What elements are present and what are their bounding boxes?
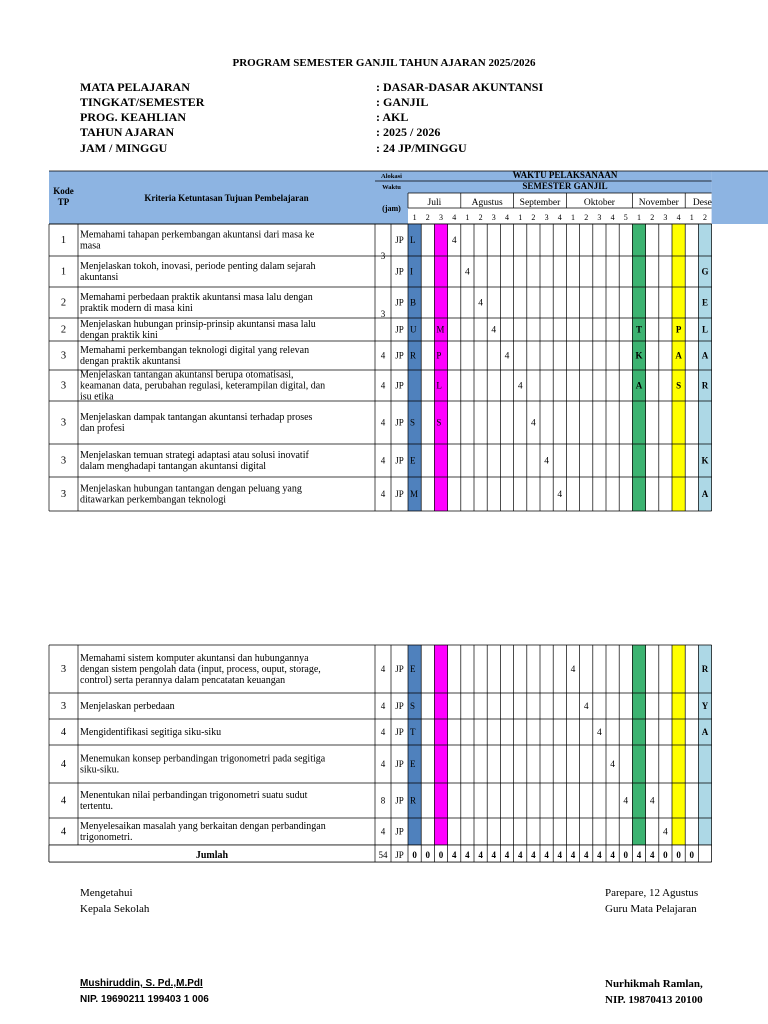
row-jp: JP [395, 826, 404, 837]
libur-letter: M [410, 489, 419, 499]
galar-letter: K [701, 455, 709, 466]
row-criteria-text: control) serta perannya dalam pencatatan keuangan [80, 675, 286, 686]
row-criteria-text: Menjelaskan dampak tantangan akuntansi terhadap proses [80, 412, 313, 423]
meta-value-mapel: : DASAR-DASAR AKUNTANSI [376, 80, 544, 94]
week-label: 2 [703, 213, 707, 222]
row-criteria-text: Menentukan nilai perbandingan trigonometri suatu sudut [80, 790, 308, 801]
row-jp: JP [395, 701, 404, 711]
row-alokasi: 4 [380, 489, 386, 499]
row-criteria-text: Memahami perkembangan teknologi digital yang relevan [80, 345, 310, 356]
header-tp: TP [57, 197, 70, 207]
row-criteria-text: dengan praktik akuntansi [80, 356, 181, 367]
row-kode: 3 [60, 350, 67, 362]
galar-letter: A [701, 350, 709, 361]
jumlah-week-value: 4 [544, 850, 549, 860]
row-alokasi: 4 [380, 350, 386, 361]
month-label: September [519, 198, 561, 208]
row-criteria-text: keamanan data, perubahan regulasi, keterampilan digital, dan [80, 380, 326, 392]
row-week-value: 4 [663, 827, 668, 838]
week-label: 1 [571, 213, 575, 222]
row-jp: JP [395, 664, 404, 674]
row-kode: 3 [60, 380, 67, 392]
row-jp: JP [395, 727, 404, 737]
week-label: 2 [584, 213, 589, 222]
header-waktu-pelaksanaan: WAKTU PELAKSANAAN [512, 170, 618, 180]
row-jp: JP [395, 235, 404, 245]
row-criteria-text: dengan sistem pengolah data (input, process, ouput, storage, [80, 664, 321, 675]
row-criteria-text: Menjelaskan tokoh, inovasi, periode penting dalam sejarah [80, 261, 316, 272]
libur-letter: E [410, 759, 416, 769]
tka-letter: T [635, 324, 643, 335]
jumlah-alokasi: 54 [378, 850, 388, 860]
row-jp: JP [395, 266, 404, 277]
month-label: Dese [692, 198, 712, 208]
meta-value-tahun: : 2025 / 2026 [376, 125, 441, 139]
libur-letter: R [410, 350, 417, 361]
row-week-value: 4 [531, 418, 536, 429]
week-label: 2 [650, 213, 655, 222]
meta-value-tingkat: : GANJIL [376, 95, 429, 109]
jumlah-week-value: 4 [636, 850, 642, 860]
row-week-value: 4 [491, 325, 497, 336]
row-week-value: 4 [465, 267, 470, 278]
row-alokasi: 4 [380, 727, 386, 737]
row-criteria-text: Menjelaskan hubungan prinsip-prinsip akuntansi masa lalu [80, 319, 316, 330]
week-label: 2 [425, 213, 430, 222]
week-label: 4 [557, 213, 562, 222]
jumlah-week-value: 4 [465, 850, 470, 860]
row-criteria-text: akuntansi [80, 272, 119, 283]
meta-label-tingkat: TINGKAT/SEMESTER [80, 95, 205, 109]
jumlah-jp: JP [395, 850, 404, 860]
row-kode: 2 [60, 324, 67, 336]
galar-letter: A [701, 489, 709, 499]
jumlah-week-value: 4 [610, 850, 615, 860]
row-kode: 1 [60, 266, 67, 278]
header-jam: (jam) [382, 204, 401, 213]
galar-letter: L [701, 324, 709, 335]
sig-left-line1: Mengetahui [80, 887, 133, 899]
row-week-value: 4 [610, 760, 615, 770]
libur-letter: S [410, 417, 416, 428]
row-jp: JP [395, 380, 404, 391]
month-label: Juli [427, 198, 442, 208]
row-criteria-text: ditawarkan perkembangan teknologi [80, 494, 227, 506]
row-kode: 1 [60, 235, 67, 246]
meta-label-jam: JAM / MINGGU [80, 141, 168, 155]
row-criteria-text: Menjelaskan tantangan akuntansi berupa otomatisasi, [80, 369, 294, 381]
sig-right-line1: Parepare, 12 Agustus [605, 887, 699, 899]
row-alokasi: 4 [380, 759, 386, 769]
week-label: 4 [505, 213, 509, 222]
jumlah-week-value: 4 [531, 850, 536, 860]
row-criteria-text: Memahami tahapan perkembangan akuntansi dari masa ke [80, 229, 315, 241]
row-criteria-text: Menjelaskan perbedaan [80, 701, 175, 712]
row-criteria-text: Mengidentifikasi segitiga siku-siku [80, 727, 222, 738]
row-criteria-text: Memahami sistem komputer akuntansi dan hubungannya [80, 653, 309, 664]
libur-letter: B [410, 297, 417, 308]
header-alokasi: Alokasi [381, 173, 402, 180]
libur-letter: S [410, 701, 416, 711]
row-criteria-text: dengan praktik kini [80, 330, 158, 341]
galar-letter: E [701, 297, 709, 308]
teacher-name: Nurhikmah Ramlan, [605, 978, 703, 990]
week-label: 2 [478, 213, 483, 222]
week-label: 4 [676, 213, 681, 222]
row-criteria-text: Menjelaskan temuan strategi adaptasi atau solusi inovatif [80, 450, 309, 461]
row-kode: 3 [60, 664, 67, 675]
row-jp: JP [395, 324, 404, 335]
row-alokasi: 4 [380, 380, 386, 391]
jumlah-week-value: 4 [557, 850, 563, 860]
row-alokasi: 4 [380, 417, 386, 428]
month-label: Oktober [583, 198, 615, 208]
row-week-value: 4 [517, 381, 523, 392]
jumlah-week-value: 4 [597, 850, 602, 860]
meta-label-prog: PROG. KEAHLIAN [80, 110, 187, 124]
header-kriteria: Kriteria Ketuntasan Tujuan Pembelajaran [144, 193, 309, 203]
headmaster-name: Mushiruddin, S. Pd.,M.PdI [80, 978, 203, 989]
row-kode: 2 [60, 297, 67, 309]
row-week-value: 4 [557, 490, 563, 500]
month-label: Agustus [471, 198, 503, 208]
row-kode: 4 [60, 727, 67, 738]
row-alokasi: 4 [380, 826, 386, 837]
row-criteria-text: Menjelaskan hubungan tantangan dengan peluang yang [80, 483, 302, 495]
row-alokasi: 8 [380, 795, 386, 806]
jumlah-week-value: 0 [663, 850, 668, 860]
header-kode: Kode [53, 186, 74, 196]
sig-right-line2: Guru Mata Pelajaran [605, 903, 697, 915]
jumlah-week-value: 0 [425, 850, 431, 860]
row-week-value: 4 [544, 456, 549, 467]
row-jp: JP [395, 795, 404, 806]
pas-letter: A [675, 350, 682, 361]
row-jp: JP [395, 297, 404, 308]
row-week-value: 4 [623, 796, 629, 807]
tka-letter: A [635, 380, 643, 391]
galar-letter: R [701, 664, 709, 674]
row-criteria-text: praktik modern di masa kini [80, 303, 193, 314]
meta-value-jam: : 24 JP/MINGGU [376, 141, 467, 155]
libur-letter: U [410, 324, 417, 335]
row-alokasi-merged: 3 [380, 309, 386, 319]
week-label: 3 [663, 213, 668, 222]
week-label: 2 [531, 213, 536, 222]
week-label: 3 [491, 213, 496, 222]
pas-column-yellow [672, 224, 685, 511]
row-criteria-text: tertentu. [80, 801, 114, 812]
row-jp: JP [395, 455, 404, 466]
row-kode: 4 [60, 826, 67, 838]
meta-label-tahun: TAHUN AJARAN [80, 125, 175, 139]
sig-left-line2: Kepala Sekolah [80, 903, 150, 915]
row-alokasi: 4 [380, 701, 386, 711]
jumlah-week-value: 0 [438, 850, 444, 860]
row-week-value: 4 [451, 236, 457, 246]
row-criteria-text: dan profesi [80, 423, 125, 434]
week-label: 5 [623, 213, 628, 222]
row-criteria-text: siku-siku. [80, 764, 120, 776]
row-criteria-text: isu etika [80, 391, 114, 403]
row-week-value: 4 [504, 351, 510, 362]
week-label: 3 [597, 213, 602, 222]
row-kode: 3 [60, 455, 67, 467]
row-criteria-text: trigonometri. [80, 832, 133, 843]
row-jp: JP [395, 489, 404, 499]
jumlah-week-value: 4 [451, 850, 457, 860]
jumlah-week-value: 4 [491, 850, 497, 860]
row-kode: 3 [60, 489, 67, 500]
header-bg-edge [712, 171, 768, 224]
meta-label-mapel: MATA PELAJARAN [80, 80, 190, 94]
row-jp: JP [395, 759, 404, 769]
jumlah-week-value: 4 [517, 850, 523, 860]
jumlah-label: Jumlah [195, 850, 229, 861]
mpls-letter: M [436, 324, 445, 335]
mpls-letter: S [436, 417, 442, 428]
libur-letter: E [410, 664, 416, 674]
header-waktu: Waktu [382, 184, 401, 191]
row-criteria-text: dalam menghadapi tantangan akuntansi digital [80, 461, 267, 472]
libur-letter: R [410, 795, 417, 806]
row-kode: 3 [60, 701, 67, 712]
row-alokasi: 4 [380, 664, 386, 674]
galar-letter: R [701, 380, 709, 391]
jumlah-week-value: 4 [649, 850, 655, 860]
pas-letter: P [675, 324, 682, 335]
mpls-letter: L [436, 380, 442, 391]
week-label: 1 [412, 213, 417, 222]
jumlah-week-value: 0 [412, 850, 417, 860]
row-criteria-text: Menyelesaikan masalah yang berkaitan dengan perbandingan [80, 821, 326, 832]
tka-letter: K [635, 350, 643, 361]
tka-column-green [632, 224, 645, 511]
jumlah-week-value: 4 [570, 850, 576, 860]
row-criteria-text: Memahami perbedaan praktik akuntansi masa lalu dengan [80, 292, 313, 303]
row-jp: JP [395, 417, 404, 428]
month-label: November [638, 198, 679, 208]
header-semester-ganjil: SEMESTER GANJIL [522, 181, 608, 191]
row-kode: 4 [60, 795, 67, 807]
row-criteria-text: masa [80, 240, 101, 252]
week-label: 3 [439, 213, 443, 222]
teacher-nip: NIP. 19870413 20100 [605, 994, 703, 1006]
row-criteria-text: Menemukan konsep perbandingan trigonometri pada segitiga [80, 753, 326, 765]
row-week-value: 4 [597, 728, 602, 738]
jumlah-week-value: 0 [623, 850, 629, 860]
week-label: 1 [637, 213, 641, 222]
galar-letter: A [701, 727, 709, 737]
jumlah-week-value: 0 [689, 850, 695, 860]
row-week-value: 4 [570, 665, 576, 675]
row-alokasi-merged: 3 [380, 251, 386, 261]
headmaster-nip: NIP. 19690211 199403 1 006 [80, 994, 209, 1005]
libur-letter: I [410, 266, 413, 277]
row-alokasi: 4 [380, 455, 386, 466]
mpls-letter: P [436, 350, 442, 361]
week-label: 1 [465, 213, 470, 222]
row-jp: JP [395, 350, 404, 361]
meta-value-prog: : AKL [376, 110, 409, 124]
week-label: 1 [689, 213, 694, 222]
row-kode: 4 [60, 759, 67, 770]
mpls-column-magenta [434, 224, 447, 511]
week-label: 1 [518, 213, 523, 222]
row-week-value: 4 [583, 702, 589, 712]
libur-letter: E [410, 455, 416, 466]
jumlah-week-value: 4 [583, 850, 589, 860]
week-label: 4 [452, 213, 457, 222]
row-week-value: 4 [478, 298, 483, 309]
jumlah-week-value: 4 [504, 850, 510, 860]
row-kode: 3 [60, 417, 67, 429]
libur-letter: T [410, 727, 416, 737]
week-label: 4 [610, 213, 615, 222]
galar-letter: G [701, 266, 709, 277]
row-week-value: 4 [649, 796, 655, 807]
jumlah-week-value: 0 [676, 850, 681, 860]
week-label: 3 [544, 213, 549, 222]
galar-letter: Y [701, 701, 709, 711]
pas-letter: S [676, 380, 682, 391]
libur-letter: L [410, 235, 416, 245]
jumlah-week-value: 4 [478, 850, 483, 860]
document-title: PROGRAM SEMESTER GANJIL TAHUN AJARAN 2025/2026 [232, 57, 536, 69]
